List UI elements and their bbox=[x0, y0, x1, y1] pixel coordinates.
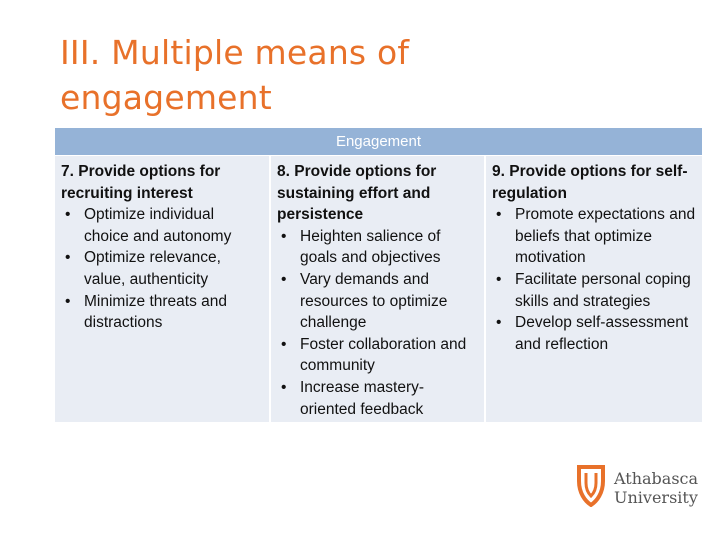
column-sustaining-effort bbox=[271, 156, 484, 422]
list-item: • Facilitate personal coping skills and strategies bbox=[496, 270, 691, 310]
slide-title: III. Multiple means of engagement bbox=[60, 33, 410, 117]
bullet-icon: • bbox=[496, 270, 502, 288]
engagement-table bbox=[55, 128, 702, 422]
bullet-icon: • bbox=[65, 292, 71, 310]
logo-line-2: University bbox=[614, 488, 698, 507]
bullet-icon: • bbox=[496, 314, 502, 332]
bullet-icon: • bbox=[281, 270, 287, 288]
list-item: • Optimize relevance, value, authenticity bbox=[65, 249, 221, 288]
list-item: • Heighten salience of goals and objectives bbox=[281, 227, 441, 267]
bullet-list bbox=[492, 204, 696, 355]
bullet-list bbox=[277, 226, 478, 420]
logo-text bbox=[614, 469, 698, 507]
bullet-icon: • bbox=[281, 378, 287, 396]
bullet-list bbox=[61, 204, 263, 334]
column-heading: 7. Provide options for recruiting interest bbox=[61, 163, 221, 202]
column-self-regulation bbox=[486, 156, 702, 422]
table-header: Engagement bbox=[55, 128, 702, 156]
bullet-icon: • bbox=[65, 206, 71, 224]
column-heading: 8. Provide options for sustaining effort and persistence bbox=[277, 163, 437, 224]
list-item: • Foster collaboration and community bbox=[281, 335, 467, 375]
list-item: • Minimize threats and distractions bbox=[65, 292, 228, 332]
bullet-icon: • bbox=[65, 249, 71, 267]
bullet-icon: • bbox=[281, 227, 287, 245]
list-item: • Optimize individual choice and autonomy bbox=[65, 206, 232, 245]
list-item: • Increase mastery-oriented feedback bbox=[281, 378, 425, 418]
shield-icon bbox=[576, 465, 606, 507]
bullet-icon: • bbox=[281, 335, 287, 353]
logo-line-1: Athabasca bbox=[614, 469, 699, 488]
list-item: • Promote expectations and beliefs that optimize motivation bbox=[496, 206, 696, 267]
list-item: • Vary demands and resources to optimize challenge bbox=[281, 270, 448, 332]
bullet-icon: • bbox=[496, 206, 502, 224]
column-recruiting-interest bbox=[55, 156, 269, 422]
list-item: • Develop self-assessment and reflection bbox=[496, 314, 689, 353]
column-heading: 9. Provide options for self-regulation bbox=[492, 163, 688, 202]
athabasca-university-logo bbox=[576, 465, 706, 515]
